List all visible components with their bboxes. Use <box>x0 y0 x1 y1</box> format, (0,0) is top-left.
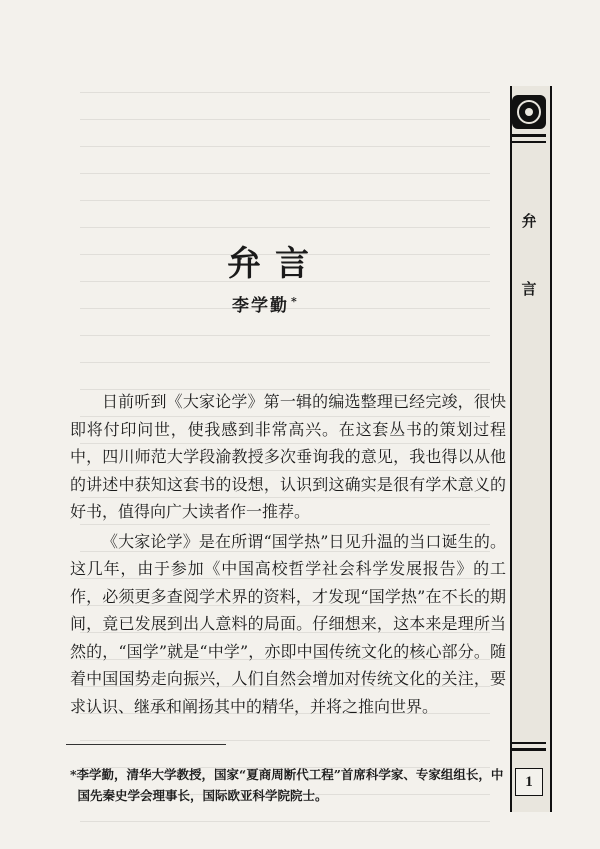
tab-divider-bottom-thin <box>512 742 546 744</box>
paragraph-2: 《大家论学》是在所谓“国学热”日见升温的当口诞生的。这几年，由于参加《中国高校哲学社会科学发展报告》的工作，必须更多查阅学术界的资料，才发现“国学热”在不长的期间，竟已发展到出人意料的局面。仔细想来，这本来是理所当然的，“国学”就是“中学”，亦即中国传统文化的核心部分。随着中国国势走向振兴，人们自然会增加对传统文化的关注，要求认识、继承和阐扬其中的精华，并将之推向世界。 <box>70 531 506 716</box>
footnote: *李学勤，清华大学教授，国家“夏商周断代工程”首席科学家、专家组组长，中国先秦史学会理事长，国际欧亚科学院院士。 <box>70 767 504 803</box>
tab-divider-top-thin <box>512 141 546 143</box>
author-name: 李学勤 <box>232 296 289 316</box>
paragraph-1: 日前听到《大家论学》第一辑的编选整理已经完竣，很快即将付印问世，使我感到非常高兴。在这套丛书的策划过程中，四川师范大学段渝教授多次垂询我的意见，我也得以从他的讲述中获知这套书的设想，认识到这确实是很有学术意义的好书，值得向广大读者作一推荐。 <box>70 392 506 521</box>
emblem-icon <box>512 95 546 129</box>
side-tab-label-bottom: 言 <box>521 280 537 298</box>
footnote-rule <box>66 744 226 745</box>
side-tab-label-top: 弁 <box>521 212 537 230</box>
page-number: 1 <box>515 768 543 796</box>
body-text <box>70 388 506 720</box>
tab-divider-top <box>512 134 546 137</box>
side-tab <box>510 86 552 812</box>
emblem-dot <box>525 108 533 116</box>
side-tab-label <box>519 206 539 304</box>
author-footnote-marker: * <box>291 295 299 308</box>
side-tab-spacer <box>519 236 539 274</box>
chapter-title: 弁言 <box>227 244 323 284</box>
tab-divider-bottom <box>512 748 546 751</box>
author-line <box>232 291 299 316</box>
